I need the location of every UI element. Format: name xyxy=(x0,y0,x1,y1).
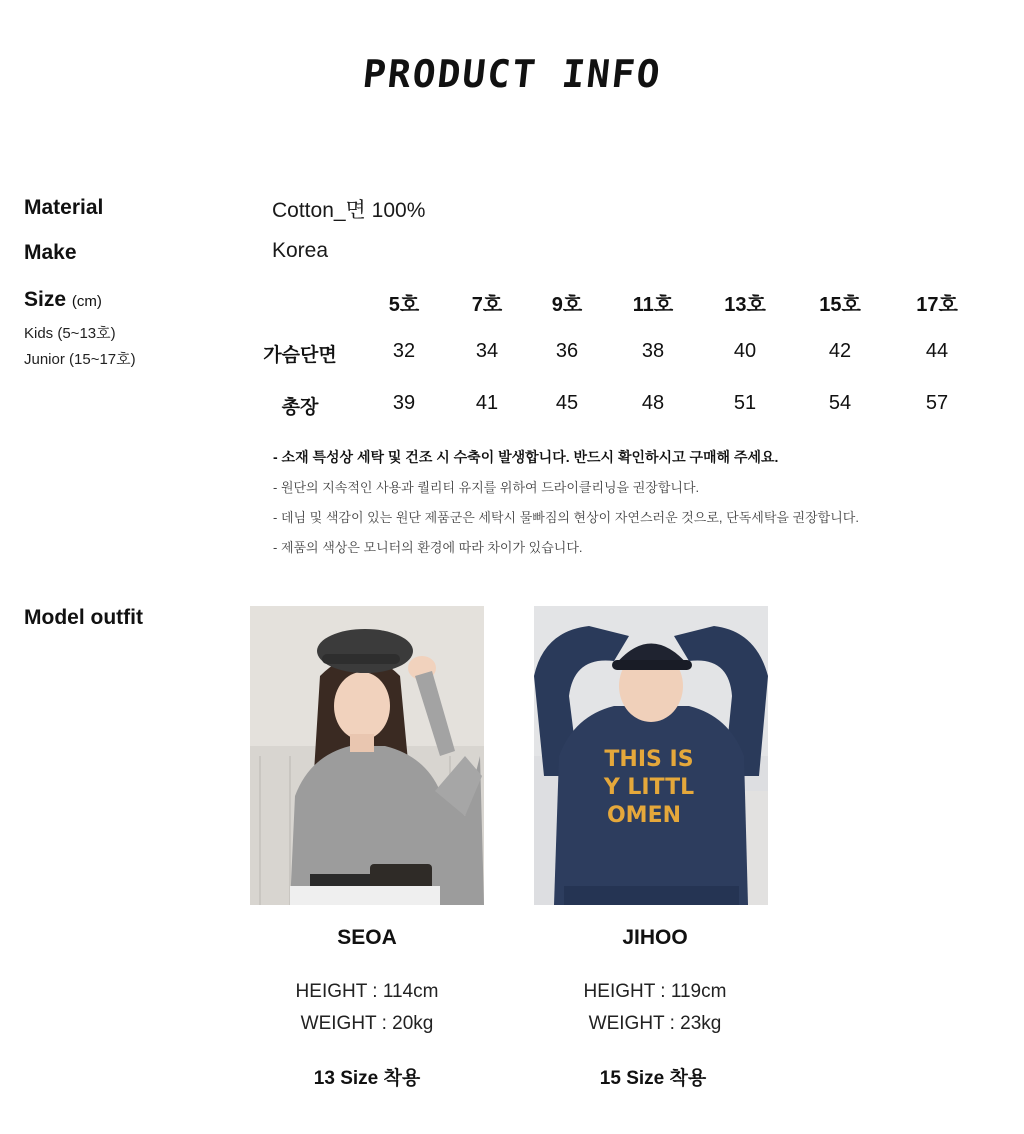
size-label xyxy=(24,288,102,312)
size-label-text: Size xyxy=(24,288,67,311)
model-photo-jihoo xyxy=(534,606,768,905)
shirt-text-line: THIS IS xyxy=(604,747,694,772)
size-header: 15호 xyxy=(819,294,861,316)
table-cell: 57 xyxy=(925,392,949,414)
note-item: - 제품의 색상은 모니터의 환경에 따라 차이가 있습니다. xyxy=(273,540,583,555)
model-outfit-label: Model outfit xyxy=(24,606,143,629)
row-label-chest: 가슴단면 xyxy=(263,345,337,366)
model-height-seoa: HEIGHT : 114cm xyxy=(295,981,439,1002)
table-cell: 34 xyxy=(475,340,499,362)
shirt-text-line: Y LITTL xyxy=(603,775,695,800)
make-label: Make xyxy=(24,241,77,264)
table-cell: 51 xyxy=(733,392,757,414)
shirt-text-line: OMEN xyxy=(606,803,682,828)
title-wrap xyxy=(0,52,1024,96)
material-value: Cotton_면 100% xyxy=(272,199,426,222)
model-photo-jihoo-image xyxy=(534,606,768,905)
model-weight-jihoo: WEIGHT : 23kg xyxy=(588,1013,722,1034)
size-junior: Junior (15~17호) xyxy=(24,351,136,368)
size-header: 5호 xyxy=(388,294,420,316)
note-item: - 데님 및 색감이 있는 원단 제품군은 세탁시 물빠짐의 현상이 자연스러운 것으로, 단독세탁을 권장합니다. xyxy=(273,510,859,525)
table-cell: 41 xyxy=(475,392,499,414)
table-cell: 36 xyxy=(555,340,579,362)
care-notes xyxy=(273,447,859,567)
model-height-jihoo: HEIGHT : 119cm xyxy=(583,981,727,1002)
table-cell: 39 xyxy=(392,392,416,414)
make-value: Korea xyxy=(272,239,329,262)
table-cell: 38 xyxy=(641,340,665,362)
page-title: PRODUCT INFO xyxy=(360,52,664,96)
size-unit: (cm) xyxy=(71,293,102,310)
material-label: Material xyxy=(24,196,104,219)
model-name-jihoo: JIHOO xyxy=(622,926,688,949)
note-warning: - 소재 특성상 세탁 및 건조 시 수축이 발생합니다. 반드시 확인하시고 구매해 주세요. xyxy=(273,449,779,465)
model-size-jihoo: 15 Size 착용 xyxy=(599,1068,707,1089)
table-cell: 54 xyxy=(828,392,852,414)
size-header: 13호 xyxy=(724,294,766,316)
table-cell: 40 xyxy=(733,340,757,362)
size-kids: Kids (5~13호) xyxy=(24,325,116,342)
size-header: 11호 xyxy=(632,294,674,316)
note-item: - 원단의 지속적인 사용과 퀄리티 유지를 위하여 드라이클리닝을 권장합니다. xyxy=(273,480,700,495)
model-name-seoa: SEOA xyxy=(337,926,397,949)
table-cell: 32 xyxy=(392,340,416,362)
table-cell: 45 xyxy=(555,392,579,414)
row-label-length: 총장 xyxy=(281,397,319,418)
size-header: 17호 xyxy=(916,294,958,316)
model-photo-seoa xyxy=(250,606,484,905)
size-header: 9호 xyxy=(551,294,583,316)
table-cell: 42 xyxy=(828,340,852,362)
model-size-seoa: 13 Size 착용 xyxy=(313,1068,421,1089)
table-cell: 44 xyxy=(925,340,949,362)
size-header: 7호 xyxy=(471,294,503,316)
table-cell: 48 xyxy=(641,392,665,414)
model-photo-seoa-image xyxy=(250,606,484,905)
model-weight-seoa: WEIGHT : 20kg xyxy=(300,1013,434,1034)
